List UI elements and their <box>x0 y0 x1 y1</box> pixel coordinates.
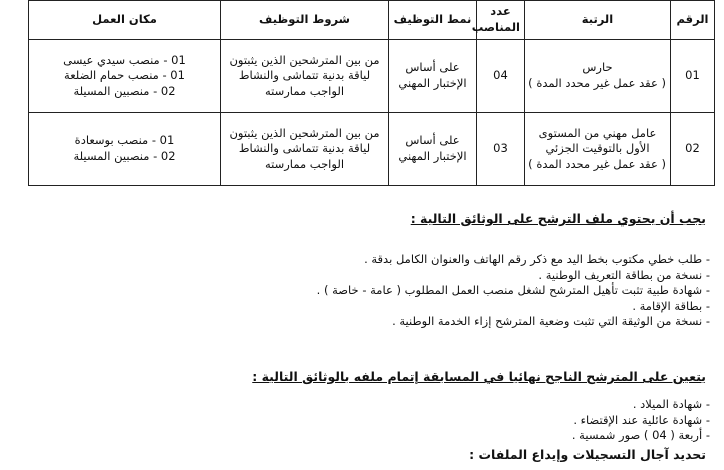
positions-count-cell: 04 <box>477 40 525 113</box>
list-item: - طلب خطي مكتوب بخط اليد مع ذكر رقم الهاتف والعنوان الكامل بدقة . <box>317 252 710 268</box>
recruitment-mode-cell: على أساس الإختبار المهني <box>389 113 477 186</box>
successful-candidate-documents-list <box>572 397 710 444</box>
list-item: - أربعة ( 04 ) صور شمسية . <box>572 428 710 444</box>
successful-candidate-heading: يتعين على المترشح الناجح نهائيا في المسابقة إتمام ملفه بالوثائق التالية : <box>252 369 706 384</box>
list-item: - بطاقة الإقامة . <box>317 299 710 315</box>
list-item: - نسخة من بطاقة التعريف الوطنية . <box>317 268 710 284</box>
row-number: 02 <box>671 113 715 186</box>
workplace-cell: 01 - منصب بوسعادة 02 - منصبين المسيلة <box>29 113 221 186</box>
header-recruitment-conditions: شروط التوظيف <box>221 1 389 40</box>
rank-cell: حارس ( عقد عمل غير محدد المدة ) <box>525 40 671 113</box>
required-documents-heading: يجب أن يحتوي ملف الترشح على الوثائق التالية : <box>410 211 706 226</box>
table-row <box>29 40 715 113</box>
header-workplace: مكان العمل <box>29 1 221 40</box>
conditions-cell: من بين المترشحين الذين يثبتون لياقة بدنية تتماشى والنشاط الواجب ممارسته <box>221 40 389 113</box>
conditions-cell: من بين المترشحين الذين يثبتون لياقة بدنية تتماشى والنشاط الواجب ممارسته <box>221 113 389 186</box>
list-item: - شهادة عائلية عند الإقتضاء . <box>572 413 710 429</box>
header-number: الرقم <box>671 1 715 40</box>
row-number: 01 <box>671 40 715 113</box>
positions-count-cell: 03 <box>477 113 525 186</box>
recruitment-table <box>28 0 715 186</box>
table-row <box>29 113 715 186</box>
header-recruitment-mode: نمط التوظيف <box>389 1 477 40</box>
list-item: - نسخة من الوثيقة التي تثبت وضعية المترشح إزاء الخدمة الوطنية . <box>317 314 710 330</box>
table-header-row <box>29 1 715 40</box>
list-item: - شهادة طبية تثبت تأهيل المترشح لشغل منصب العمل المطلوب ( عامة - خاصة ) . <box>317 283 710 299</box>
required-documents-list <box>317 252 710 330</box>
header-rank: الرتبة <box>525 1 671 40</box>
rank-cell: عامل مهني من المستوى الأول بالتوقيت الجزئي ( عقد عمل غير محدد المدة ) <box>525 113 671 186</box>
header-positions-count: عدد المناصب <box>477 1 525 40</box>
workplace-cell: 01 - منصب سيدي عيسى 01 - منصب حمام الضلعة 02 - منصبين المسيلة <box>29 40 221 113</box>
list-item: - شهادة الميلاد . <box>572 397 710 413</box>
recruitment-mode-cell: على أساس الإختبار المهني <box>389 40 477 113</box>
registration-deadlines-heading: تحديد آجال التسجيلات وإيداع الملفات : <box>469 447 706 462</box>
